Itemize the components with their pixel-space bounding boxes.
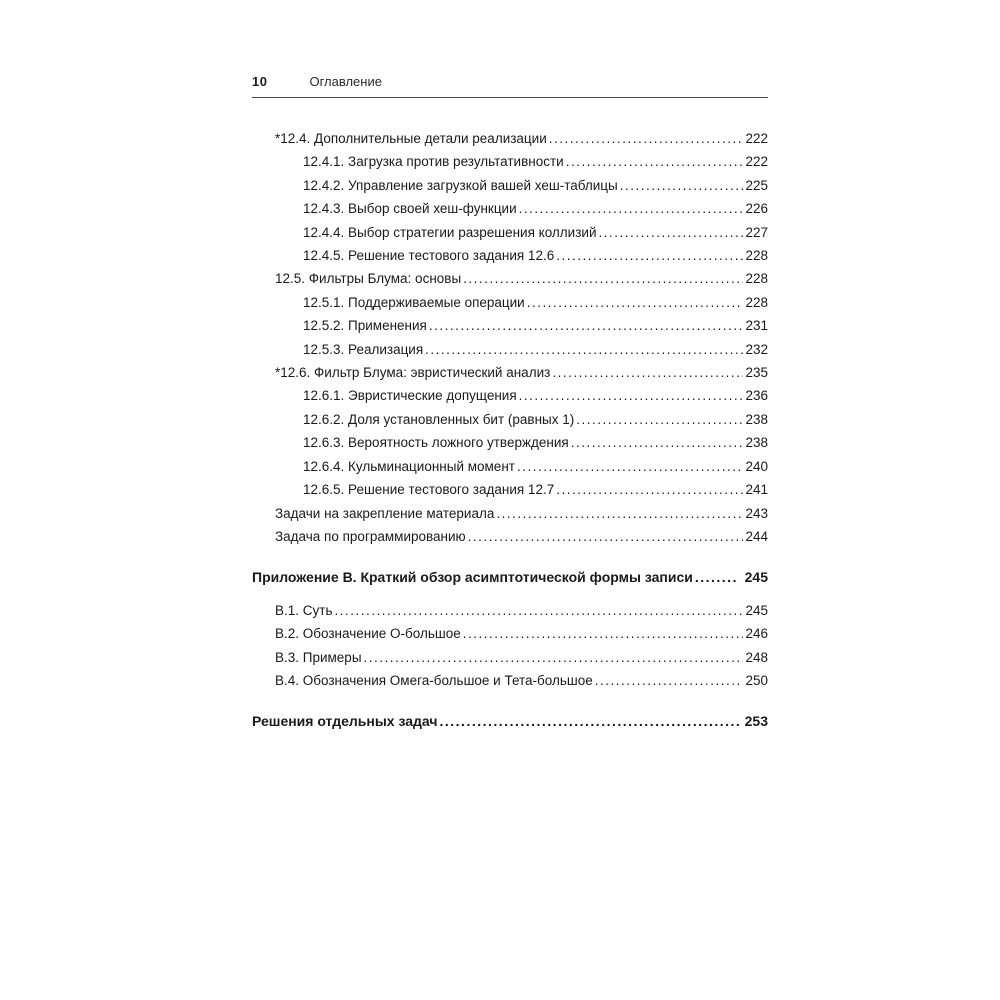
toc-entry-page-number: 245 (744, 569, 768, 586)
toc-entry-title: 12.5.2. Применения (303, 318, 427, 334)
toc-entry (252, 622, 768, 645)
toc-entry (252, 710, 768, 733)
toc-entry-page-number: 240 (745, 458, 768, 474)
page-number: 10 (252, 74, 268, 89)
dot-leader (527, 291, 744, 314)
dot-leader (463, 267, 743, 290)
toc-entry-page-number: 238 (745, 435, 768, 451)
page-header-title: Оглавление (309, 74, 382, 89)
toc-entry (252, 599, 768, 622)
toc-entry-page-number: 228 (745, 294, 768, 310)
toc-entry-title: 12.4.4. Выбор стратегии разрешения коллизий (303, 224, 597, 240)
toc-entry-page-number: 231 (745, 318, 768, 334)
toc-entry-page-number: 250 (745, 672, 768, 688)
toc-entry-page-number: 244 (745, 528, 768, 544)
toc-entry-page-number: 236 (745, 388, 768, 404)
toc-entry-page-number: 248 (745, 649, 768, 665)
toc-entry-title: В.2. Обозначение О-большое (275, 626, 461, 642)
toc-entry-page-number: 228 (745, 248, 768, 264)
dot-leader (364, 646, 744, 669)
toc-list (252, 127, 768, 734)
dot-leader (468, 525, 744, 548)
toc-entry (252, 669, 768, 692)
toc-entry (252, 221, 768, 244)
toc-entry-title: 12.4.3. Выбор своей хеш-функции (303, 201, 517, 217)
toc-entry-title: Задача по программированию (275, 528, 466, 544)
toc-entry (252, 291, 768, 314)
dot-leader (695, 566, 739, 589)
toc-entry-title: Задачи на закрепление материала (275, 505, 495, 521)
dot-leader (334, 599, 743, 622)
toc-entry-title: В.1. Суть (275, 602, 333, 618)
toc-entry (252, 150, 768, 173)
toc-entry (252, 267, 768, 290)
dot-leader (552, 361, 743, 384)
toc-entry-page-number: 226 (745, 201, 768, 217)
dot-leader (463, 622, 744, 645)
toc-entry-page-number: 225 (745, 177, 768, 193)
toc-entry-title: 12.5.3. Реализация (303, 341, 424, 357)
toc-entry (252, 197, 768, 220)
toc-entry (252, 646, 768, 669)
dot-leader (566, 150, 744, 173)
dot-leader (556, 478, 743, 501)
toc-entry (252, 174, 768, 197)
toc-entry-title: 12.4.1. Загрузка против результативности (303, 154, 564, 170)
toc-entry (252, 431, 768, 454)
toc-entry (252, 525, 768, 548)
toc-entry-title: 12.6.1. Эвристические допущения (303, 388, 517, 404)
toc-entry-page-number: 241 (745, 482, 768, 498)
page-content (252, 74, 768, 743)
dot-leader (556, 244, 743, 267)
toc-entry-page-number: 228 (745, 271, 768, 287)
toc-entry-title: Приложение В. Краткий обзор асимптотической формы записи (252, 569, 693, 586)
toc-entry (252, 478, 768, 501)
running-head (252, 74, 768, 98)
toc-entry-title: В.3. Примеры (275, 649, 362, 665)
toc-entry-title: 12.6.5. Решение тестового задания 12.7 (303, 482, 555, 498)
toc-entry (252, 455, 768, 478)
toc-entry-page-number: 222 (745, 131, 768, 146)
dot-leader (440, 710, 739, 733)
toc-entry (252, 314, 768, 337)
toc-entry-page-number: 238 (745, 411, 768, 427)
toc-entry (252, 338, 768, 361)
toc-entry-title: 12.6.4. Кульминационный момент (303, 458, 515, 474)
toc-entry-title: Решения отдельных задач (252, 713, 438, 730)
dot-leader (571, 431, 744, 454)
dot-leader (595, 669, 744, 692)
toc-entry (252, 361, 768, 384)
toc-entry-title: 12.6.3. Вероятность ложного утверждения (303, 435, 569, 451)
toc-entry-page-number: 227 (745, 224, 768, 240)
toc-entry-page-number: 246 (745, 626, 768, 642)
toc-entry-page-number: 253 (744, 713, 768, 730)
dot-leader (519, 384, 744, 407)
toc-entry-title: *12.4. Дополнительные детали реализации (275, 131, 547, 146)
toc-entry-title: *12.6. Фильтр Блума: эвристический анализ (275, 365, 551, 381)
toc-entry (252, 384, 768, 407)
toc-entry (252, 127, 768, 150)
toc-entry-title: 12.4.5. Решение тестового задания 12.6 (303, 248, 555, 264)
toc-entry-title: 12.4.2. Управление загрузкой вашей хеш-таблицы (303, 177, 618, 193)
toc-entry (252, 502, 768, 525)
dot-leader (496, 502, 743, 525)
toc-entry-page-number: 235 (745, 365, 768, 381)
dot-leader (519, 197, 744, 220)
toc-entry-title: 12.5. Фильтры Блума: основы (275, 271, 462, 287)
toc-entry (252, 566, 768, 589)
toc-entry-title: В.4. Обозначения Омега-большое и Тета-большое (275, 672, 593, 688)
toc-entry-title: 12.6.2. Доля установленных бит (равных 1) (303, 411, 575, 427)
dot-leader (620, 174, 744, 197)
toc-entry-page-number: 243 (745, 505, 768, 521)
toc-entry (252, 408, 768, 431)
toc-entry-title: 12.5.1. Поддерживаемые операции (303, 294, 525, 310)
dot-leader (517, 455, 744, 478)
dot-leader (425, 338, 743, 361)
toc-entry-page-number: 245 (745, 602, 768, 618)
toc-entry-page-number: 232 (745, 341, 768, 357)
dot-leader (576, 408, 743, 431)
dot-leader (549, 127, 744, 150)
toc-entry-page-number: 222 (745, 154, 768, 170)
dot-leader (599, 221, 744, 244)
dot-leader (429, 314, 744, 337)
toc-entry (252, 244, 768, 267)
